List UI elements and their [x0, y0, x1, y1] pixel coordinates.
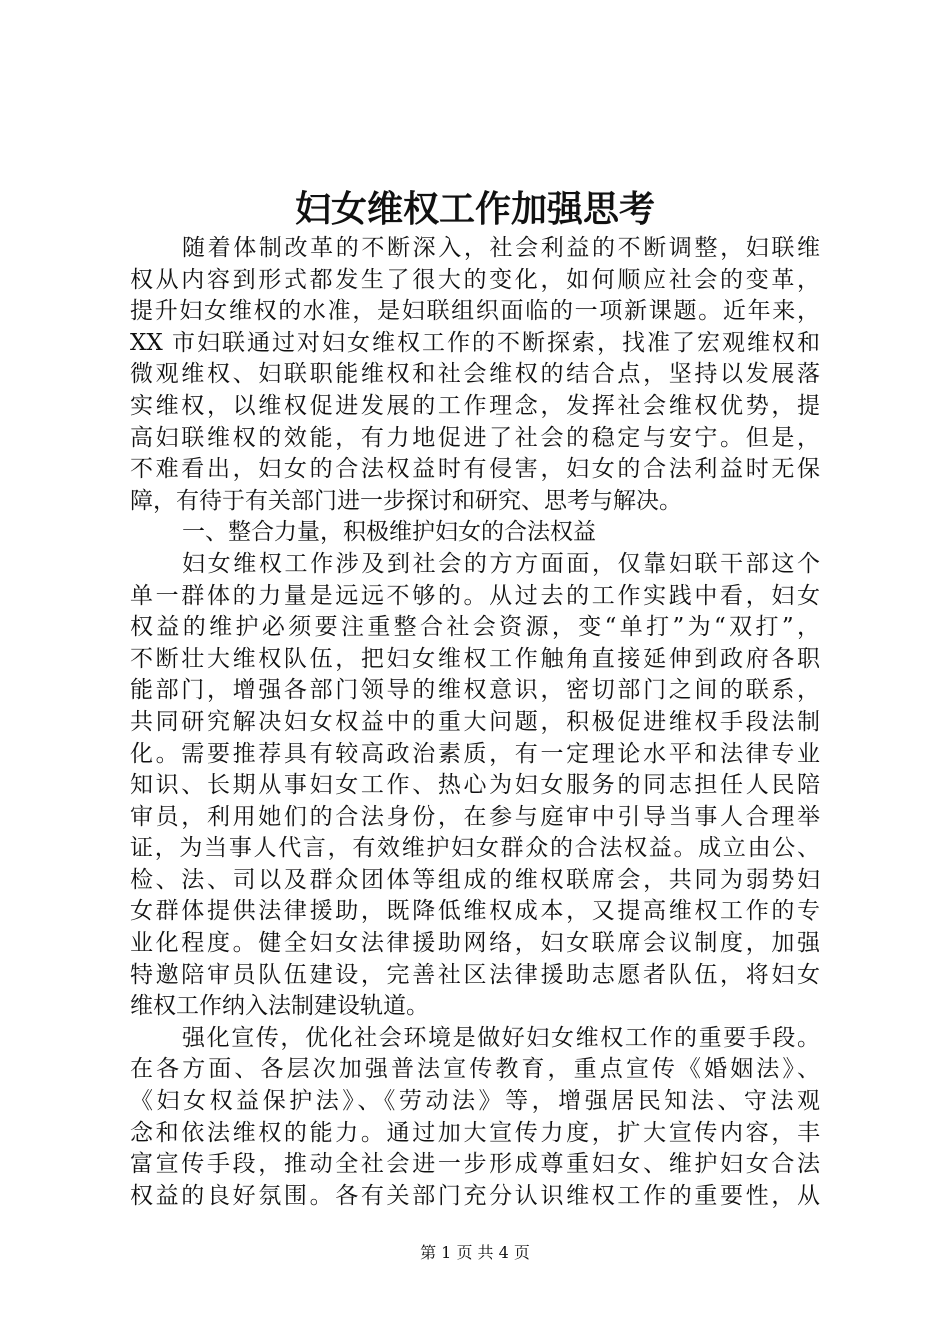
text-line: 念和依法维权的能力。通过加大宣传力度，扩大宣传内容，丰: [130, 1119, 820, 1146]
text-line: 女群体提供法律援助，既降低维权成本，又提高维权工作的专: [130, 898, 820, 925]
text-line: XX 市妇联通过对妇女维权工作的不断探索，找准了宏观维权和: [130, 329, 820, 356]
text-line: 在各方面、各层次加强普法宣传教育，重点宣传《婚姻法》、: [130, 1056, 820, 1083]
text-line: 不断壮大维权队伍，把妇女维权工作触角直接延伸到政府各职: [130, 645, 820, 672]
text-line: 证，为当事人代言，有效维护妇女群众的合法权益。成立由公、: [130, 835, 820, 862]
text-line: 特邀陪审员队伍建设，完善社区法律援助志愿者队伍，将妇女: [130, 961, 820, 988]
text-line: 妇女维权工作涉及到社会的方方面面，仅靠妇联干部这个: [182, 550, 820, 577]
text-line: 微观维权、妇联职能维权和社会维权的结合点，坚持以发展落: [130, 361, 820, 388]
text-line: 共同研究解决妇女权益中的重大问题，积极促进维权手段法制: [130, 708, 820, 735]
text-line: 维权工作纳入法制建设轨道。: [130, 993, 429, 1020]
text-line: 能部门，增强各部门领导的维权意识，密切部门之间的联系，: [130, 677, 820, 704]
text-line: 审员，利用她们的合法身份，在参与庭审中引导当事人合理举: [130, 803, 820, 830]
text-line: 单一群体的力量是远远不够的。从过去的工作实践中看，妇女: [130, 582, 820, 609]
text-line: 实维权，以维权促进发展的工作理念，发挥社会维权优势，提: [130, 392, 820, 419]
text-line: 强化宣传，优化社会环境是做好妇女维权工作的重要手段。: [182, 1024, 820, 1051]
document-body: [130, 233, 820, 1212]
text-line: 检、法、司以及群众团体等组成的维权联席会，共同为弱势妇: [130, 866, 820, 893]
text-line: 知识、长期从事妇女工作、热心为妇女服务的同志担任人民陪: [130, 772, 820, 799]
text-line: 《妇女权益保护法》、《劳动法》等，增强居民知法、守法观: [130, 1088, 820, 1115]
text-line: 权从内容到形式都发生了很大的变化，如何顺应社会的变革，: [130, 266, 820, 293]
text-line: 化。需要推荐具有较高政治素质，有一定理论水平和法律专业: [130, 740, 820, 767]
text-line: 随着体制改革的不断深入，社会利益的不断调整，妇联维: [182, 235, 820, 261]
text-line: 权益的良好氛围。各有关部门充分认识维权工作的重要性，从: [130, 1182, 820, 1209]
text-line: 富宣传手段，推动全社会进一步形成尊重妇女、维护妇女合法: [130, 1151, 820, 1178]
text-line: 业化程度。健全妇女法律援助网络，妇女联席会议制度，加强: [130, 930, 820, 957]
text-line: 权益的维护必须要注重整合社会资源，变“单打”为“双打”，: [130, 614, 820, 641]
page-number-footer: 第 1 页 共 4 页: [420, 1243, 530, 1262]
text-line: 不难看出，妇女的合法权益时有侵害，妇女的合法利益时无保: [130, 456, 820, 483]
text-line: 提升妇女维权的水准，是妇联组织面临的一项新课题。近年来，: [130, 298, 820, 325]
text-line: 高妇联维权的效能，有力地促进了社会的稳定与安宁。但是，: [130, 424, 820, 451]
text-line: 障，有待于有关部门进一步探讨和研究、思考与解决。: [130, 487, 682, 514]
document-title: 妇女维权工作加强思考: [294, 188, 655, 230]
text-line: 一、整合力量，积极维护妇女的合法权益: [182, 519, 596, 546]
